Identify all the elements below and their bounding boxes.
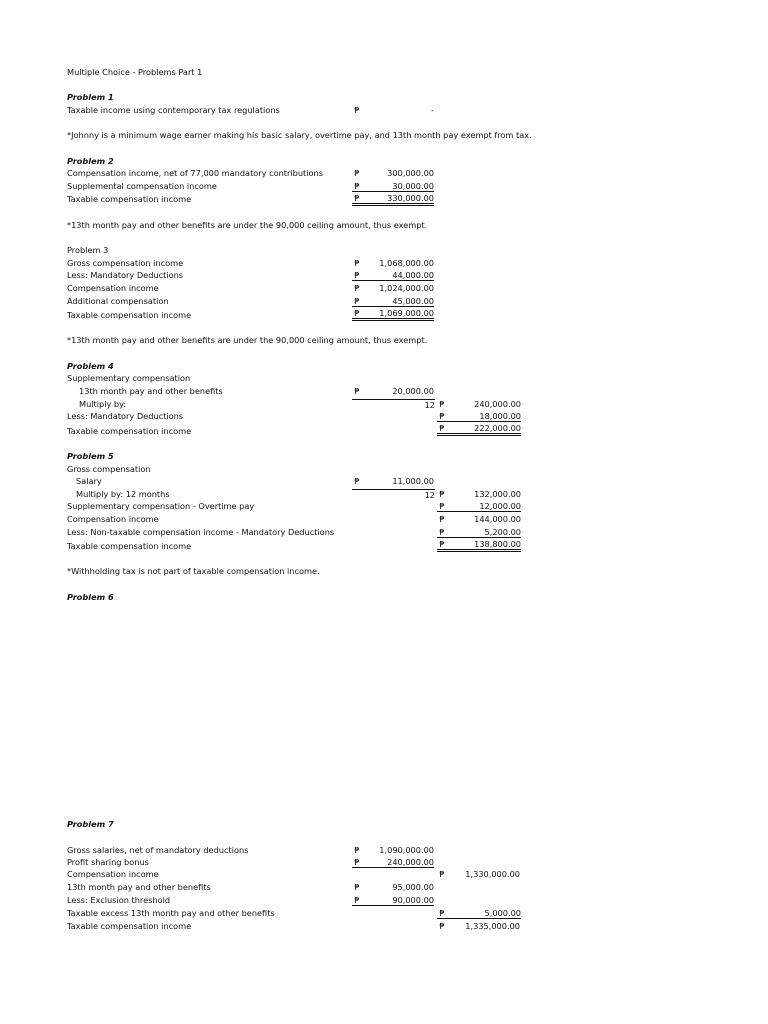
problem-5-row-label: Taxable compensation income <box>67 541 192 551</box>
problem-4-row-label: Multiply by: <box>79 399 127 409</box>
problem-3-row-label: Less: Mandatory Deductions <box>67 270 184 280</box>
peso-sign: ₱ <box>439 501 445 511</box>
peso-sign: ₱ <box>439 908 445 918</box>
peso-sign: ₱ <box>354 895 360 905</box>
problem-2-row-label: Compensation income, net of 77,000 mandatory contributions <box>67 168 323 178</box>
problem-3-row-value: 1,024,000.00 <box>379 283 434 293</box>
problem-3-row-label: Additional compensation <box>67 296 169 306</box>
peso-sign: ₱ <box>354 296 360 306</box>
peso-sign: ₱ <box>354 882 360 892</box>
problem-3-row-label: Taxable compensation income <box>67 310 192 320</box>
peso-sign: ₱ <box>354 270 360 280</box>
page-title: Multiple Choice - Problems Part 1 <box>67 67 203 77</box>
problem-7-row-label: Profit sharing bonus <box>67 857 149 867</box>
peso-sign: ₱ <box>354 845 360 855</box>
problem-3-row-label: Compensation income <box>67 283 159 293</box>
problem-3-row-value: 45,000.00 <box>352 296 434 307</box>
peso-sign: ₱ <box>439 869 445 879</box>
problem-1-heading: Problem 1 <box>67 92 114 102</box>
problem-3-note: *13th month pay and other benefits are under the 90,000 ceiling amount, thus exempt. <box>67 335 428 345</box>
problem-3-row-value: 44,000.00 <box>352 270 434 281</box>
problem-7-row-label: Less: Exclusion threshold <box>67 895 171 905</box>
problem-7-row-total: 1,335,000.00 <box>465 921 520 931</box>
problem-7-row-label: Compensation income <box>67 869 159 879</box>
problem-7-row-total: 1,330,000.00 <box>465 869 520 879</box>
problem-5-row-total: 5,200.00 <box>437 527 521 538</box>
problem-4-row-label: 13th month pay and other benefits <box>79 386 223 396</box>
problem-4-heading: Problem 4 <box>67 361 114 371</box>
peso-sign: ₱ <box>354 193 360 203</box>
peso-sign: ₱ <box>354 181 360 191</box>
peso-sign: ₱ <box>439 399 445 409</box>
peso-sign: ₱ <box>439 423 445 433</box>
problem-5-row-label: Compensation income <box>67 514 159 524</box>
peso-sign: ₱ <box>439 514 445 524</box>
problem-5-row-label: Gross compensation <box>67 464 151 474</box>
problem-1-row-value: - <box>431 105 434 115</box>
problem-5-row-value: 11,000.00 <box>392 476 434 486</box>
problem-3-row-value: 1,068,000.00 <box>379 258 434 268</box>
problem-2-row-value: 300,000.00 <box>387 168 434 178</box>
problem-5-note: *Withholding tax is not part of taxable compensation income. <box>67 566 320 576</box>
problem-4-row-label: Taxable compensation income <box>67 426 192 436</box>
problem-2-row-label: Supplemental compensation income <box>67 181 217 191</box>
problem-1-note: *Johnny is a minimum wage earner making his basic salary, overtime pay, and 13th month pay exempt from tax. <box>67 130 532 140</box>
problem-7-row-value: 240,000.00 <box>352 857 434 868</box>
problem-2-row-value: 30,000.00 <box>352 181 434 192</box>
problem-7-row-label: 13th month pay and other benefits <box>67 882 211 892</box>
peso-sign: ₱ <box>354 386 360 396</box>
problem-7-row-label: Taxable excess 13th month pay and other benefits <box>67 908 275 918</box>
problem-4-row-total: 18,000.00 <box>437 411 521 422</box>
problem-4-row-label: Less: Mandatory Deductions <box>67 411 184 421</box>
problem-7-heading: Problem 7 <box>67 819 114 829</box>
peso-sign: ₱ <box>439 527 445 537</box>
problem-7-row-value: 90,000.00 <box>352 895 434 906</box>
peso-sign: ₱ <box>354 168 360 178</box>
problem-5-row-total: 144,000.00 <box>474 514 521 524</box>
problem-7-row-total: 5,000.00 <box>437 908 521 919</box>
problem-3-row-value: 1,069,000.00 <box>352 308 434 321</box>
problem-5-row-label: Salary <box>76 476 102 486</box>
problem-4-row-label: Supplementary compensation <box>67 373 191 383</box>
peso-sign: ₱ <box>439 489 445 499</box>
problem-2-note: *13th month pay and other benefits are under the 90,000 ceiling amount, thus exempt. <box>67 220 428 230</box>
problem-4-row-total: 222,000.00 <box>437 423 521 436</box>
peso-sign: ₱ <box>439 921 445 931</box>
problem-7-row-value: 95,000.00 <box>392 882 434 892</box>
problem-3-heading: Problem 3 <box>67 245 109 255</box>
problem-3-row-label: Gross compensation income <box>67 258 184 268</box>
problem-7-row-label: Gross salaries, net of mandatory deductions <box>67 845 249 855</box>
peso-sign: ₱ <box>354 857 360 867</box>
problem-5-row-label: Supplementary compensation - Overtime pay <box>67 501 255 511</box>
problem-5-row-label: Less: Non-taxable compensation income - Mandatory Deductions <box>67 527 335 537</box>
peso-sign: ₱ <box>354 476 360 486</box>
problem-7-row-label: Taxable compensation income <box>67 921 192 931</box>
problem-4-row-value: 20,000.00 <box>392 386 434 396</box>
peso-sign: ₱ <box>354 258 360 268</box>
multiplier-value: 12 <box>352 399 435 410</box>
problem-2-row-label: Taxable compensation income <box>67 194 192 204</box>
multiplier-value: 12 <box>352 489 435 500</box>
problem-6-heading: Problem 6 <box>67 592 114 602</box>
problem-5-row-total: 12,000.00 <box>437 501 521 512</box>
problem-1-row-label: Taxable income using contemporary tax regulations <box>67 105 280 115</box>
problem-7-row-value: 1,090,000.00 <box>379 845 434 855</box>
problem-5-row-label: Multiply by: 12 months <box>76 489 170 499</box>
problem-4-row-total: 240,000.00 <box>474 399 521 409</box>
problem-2-row-value: 330,000.00 <box>352 193 434 206</box>
problem-5-row-total: 132,000.00 <box>474 489 521 499</box>
peso-sign: ₱ <box>354 283 360 293</box>
peso-sign: ₱ <box>354 308 360 318</box>
peso-sign: ₱ <box>354 105 360 115</box>
problem-5-heading: Problem 5 <box>67 451 114 461</box>
peso-sign: ₱ <box>439 539 445 549</box>
problem-5-row-total: 138,800.00 <box>437 539 521 552</box>
problem-2-heading: Problem 2 <box>67 156 114 166</box>
peso-sign: ₱ <box>439 411 445 421</box>
